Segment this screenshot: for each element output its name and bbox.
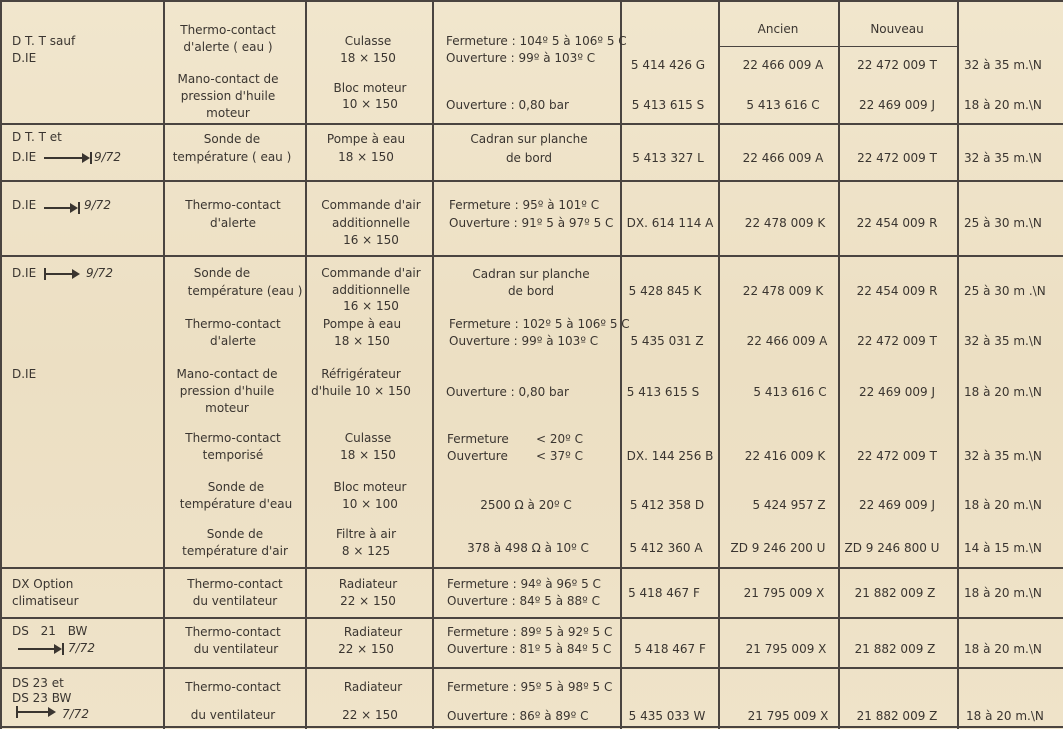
ancien-cell: 22 478 009 K — [742, 284, 824, 298]
location-cell: 10 × 150 — [342, 97, 398, 111]
date-label: 9/72 — [86, 266, 113, 280]
row-divider — [0, 255, 1063, 257]
type-cell: d'alerte ( eau ) — [183, 40, 273, 54]
arrow-right-icon — [18, 648, 56, 650]
ancien-cell: 22 416 009 K — [744, 449, 826, 463]
spec-cell: Ouverture : 0,80 bar — [446, 98, 569, 112]
ref-cell: 5 412 360 A — [629, 541, 703, 555]
range-cell: 18 à 20 m.\N — [964, 586, 1042, 600]
row-divider — [0, 567, 1063, 569]
type-cell: température d'air — [182, 544, 288, 558]
location-cell: Commande d'air — [321, 266, 421, 280]
column-divider — [163, 0, 165, 729]
spec-cell: Ouverture : 86º à 89º C — [447, 709, 589, 723]
location-cell: Pompe à eau — [322, 317, 402, 331]
ref-cell: 5 414 426 G — [630, 58, 706, 72]
type-cell: température (eau ) — [187, 284, 303, 298]
nouveau-cell: 22 469 009 J — [858, 498, 936, 512]
type-cell: pression d'huile — [180, 89, 276, 103]
location-cell: d'huile 10 × 150 — [311, 384, 411, 398]
ref-cell: 5 418 467 F — [628, 586, 700, 600]
range-cell: 32 à 35 m.\N — [964, 58, 1042, 72]
type-cell: Thermo-contact — [185, 317, 281, 331]
column-divider — [305, 0, 307, 729]
type-cell: température d'eau — [179, 497, 293, 511]
location-cell: 18 × 150 — [334, 334, 390, 348]
ref-cell: 5 418 467 F — [634, 642, 706, 656]
ref-cell: 5 412 358 D — [629, 498, 705, 512]
ref-cell: DX. 144 256 B — [626, 449, 714, 463]
ancien-cell: 5 413 616 C — [753, 385, 827, 399]
row-divider — [0, 123, 1063, 125]
vehicle-label: D T. T sauf — [12, 34, 76, 48]
vehicle-label: DS 23 et — [12, 676, 64, 690]
type-cell: Thermo-contact — [185, 680, 281, 694]
row-divider — [0, 726, 1063, 728]
type-cell: Sonde de — [193, 266, 251, 280]
vehicle-label: DX Option — [12, 577, 74, 591]
spec-cell: de bord — [507, 284, 555, 298]
spec-cell: Fermeture : 95º 5 à 98º 5 C — [447, 680, 613, 694]
spec-cell: Ouverture : 0,80 bar — [446, 385, 569, 399]
location-cell: 16 × 150 — [343, 299, 399, 313]
type-cell: Sonde de — [203, 132, 261, 146]
row-divider — [0, 667, 1063, 669]
nouveau-cell: 22 472 009 T — [857, 449, 937, 463]
vehicle-label: DS 23 BW — [12, 691, 72, 705]
type-cell: d'alerte — [209, 334, 257, 348]
arrow-right-icon — [18, 711, 50, 713]
ref-cell: DX. 614 114 A — [626, 216, 714, 230]
spec-cell: < 20º C — [536, 432, 583, 446]
vehicle-label: D.IE — [12, 266, 37, 280]
vehicle-label: D.IE — [12, 198, 37, 212]
date-label: 7/72 — [68, 641, 95, 655]
date-label: 9/72 — [84, 198, 111, 212]
range-cell: 25 à 30 m .\N — [964, 284, 1046, 298]
location-cell: Pompe à eau — [326, 132, 406, 146]
location-cell: 22 × 150 — [342, 708, 398, 722]
spec-cell: Ouverture : 91º 5 à 97º 5 C — [449, 216, 614, 230]
range-cell: 18 à 20 m.\N — [964, 98, 1042, 112]
ancien-cell: 21 795 009 X — [747, 709, 829, 723]
type-cell: pression d'huile — [179, 384, 275, 398]
date-label: 9/72 — [94, 150, 121, 164]
type-cell: Thermo-contact — [185, 431, 281, 445]
spec-cell: 2500 Ω à 20º C — [480, 498, 572, 512]
location-cell: 10 × 100 — [342, 497, 398, 511]
location-cell: Radiateur — [343, 680, 403, 694]
location-cell: Commande d'air — [321, 198, 421, 212]
type-cell: Thermo-contact — [180, 23, 276, 37]
range-cell: 14 à 15 m.\N — [964, 541, 1042, 555]
location-cell: 22 × 150 — [340, 594, 396, 608]
cutoff-bar-icon — [62, 643, 64, 655]
type-cell: température ( eau ) — [172, 150, 292, 164]
range-cell: 32 à 35 m.\N — [964, 151, 1042, 165]
spec-cell: Cadran sur planche — [470, 132, 588, 146]
nouveau-cell: 22 469 009 J — [858, 98, 936, 112]
row-divider — [0, 180, 1063, 182]
spec-cell: Fermeture — [447, 432, 509, 446]
nouveau-cell: 21 882 009 Z — [854, 586, 936, 600]
type-cell: Thermo-contact — [185, 198, 281, 212]
type-cell: du ventilateur — [192, 594, 278, 608]
ref-cell: 5 435 033 W — [628, 709, 706, 723]
spec-cell: Ouverture : 99º à 103º C — [446, 51, 596, 65]
location-cell: Culasse — [344, 34, 392, 48]
type-cell: du ventilateur — [193, 642, 279, 656]
location-cell: Filtre à air — [335, 527, 397, 541]
cutoff-bar-icon — [90, 152, 92, 164]
column-divider — [620, 0, 622, 729]
nouveau-cell: 22 454 009 R — [856, 216, 938, 230]
ref-cell: 5 413 615 S — [631, 98, 705, 112]
ancien-cell: 21 795 009 X — [745, 642, 827, 656]
ancien-cell: 22 466 009 A — [742, 151, 824, 165]
location-cell: Bloc moteur — [333, 480, 407, 494]
vehicle-label: DS 21 BW — [12, 624, 88, 638]
location-cell: additionnelle — [332, 283, 410, 297]
border — [0, 0, 2, 729]
type-cell: Thermo-contact — [187, 577, 283, 591]
type-cell: Thermo-contact — [185, 625, 281, 639]
location-cell: 8 × 125 — [341, 544, 391, 558]
ancien-header: Ancien — [757, 22, 799, 36]
vehicle-label: D.IE — [12, 51, 37, 65]
cutoff-bar-icon — [78, 202, 80, 214]
column-divider — [718, 0, 720, 729]
spec-cell: < 37º C — [536, 449, 583, 463]
spec-cell: Fermeture : 94º à 96º 5 C — [447, 577, 601, 591]
type-cell: moteur — [206, 106, 250, 120]
column-divider — [432, 0, 434, 729]
nouveau-cell: 21 882 009 Z — [854, 642, 936, 656]
ref-cell: 5 435 031 Z — [630, 334, 704, 348]
arrow-right-icon — [44, 157, 84, 159]
range-cell: 18 à 20 m.\N — [964, 385, 1042, 399]
arrow-right-icon — [44, 207, 72, 209]
ancien-cell: 21 795 009 X — [743, 586, 825, 600]
type-cell: moteur — [205, 401, 249, 415]
spec-cell: 378 à 498 Ω à 10º C — [467, 541, 589, 555]
nouveau-cell: 22 472 009 T — [857, 334, 937, 348]
vehicle-label: D T. T et — [12, 130, 62, 144]
column-divider — [838, 0, 840, 729]
nouveau-cell: ZD 9 246 800 U — [844, 541, 940, 555]
type-cell: du ventilateur — [190, 708, 276, 722]
nouveau-cell: 21 882 009 Z — [856, 709, 938, 723]
ancien-cell: 22 478 009 K — [744, 216, 826, 230]
spec-cell: Fermeture : 102º 5 à 106º 5 C — [449, 317, 630, 331]
header-divider — [718, 46, 958, 47]
date-label: 7/72 — [62, 707, 89, 721]
ancien-cell: 22 466 009 A — [746, 334, 828, 348]
spec-cell: Fermeture : 104º 5 à 106º 5 C — [446, 34, 627, 48]
range-cell: 25 à 30 m.\N — [964, 216, 1042, 230]
row-divider — [0, 0, 1063, 2]
location-cell: Culasse — [344, 431, 392, 445]
type-cell: d'alerte — [209, 216, 257, 230]
spec-cell: Ouverture — [447, 449, 508, 463]
ancien-cell: 5 424 957 Z — [752, 498, 826, 512]
ref-cell: 5 413 615 S — [626, 385, 700, 399]
location-cell: 22 × 150 — [338, 642, 394, 656]
nouveau-cell: 22 454 009 R — [856, 284, 938, 298]
location-cell: 18 × 150 — [340, 51, 396, 65]
arrow-right-icon — [46, 273, 74, 275]
ancien-cell: 5 413 616 C — [746, 98, 820, 112]
type-cell: temporisé — [202, 448, 264, 462]
nouveau-cell: 22 472 009 T — [857, 58, 937, 72]
location-cell: 18 × 150 — [338, 150, 394, 164]
location-cell: Radiateur — [343, 625, 403, 639]
location-cell: 18 × 150 — [340, 448, 396, 462]
vehicle-label: climatiseur — [12, 594, 79, 608]
type-cell: Mano-contact de — [176, 367, 278, 381]
spec-cell: Ouverture : 84º 5 à 88º C — [447, 594, 600, 608]
location-cell: Radiateur — [338, 577, 398, 591]
spec-cell: Fermeture : 95º à 101º C — [449, 198, 600, 212]
range-cell: 18 à 20 m.\N — [964, 642, 1042, 656]
type-cell: Sonde de — [206, 527, 264, 541]
ref-cell: 5 413 327 L — [632, 151, 704, 165]
column-divider — [957, 0, 959, 729]
location-cell: Bloc moteur — [333, 81, 407, 95]
ancien-cell: ZD 9 246 200 U — [730, 541, 826, 555]
row-divider — [0, 617, 1063, 619]
vehicle-label: D.IE — [12, 367, 37, 381]
ref-cell: 5 428 845 K — [628, 284, 702, 298]
nouveau-cell: 22 469 009 J — [858, 385, 936, 399]
range-cell: 32 à 35 m.\N — [964, 334, 1042, 348]
spec-cell: Cadran sur planche — [472, 267, 590, 281]
spec-cell: Fermeture : 89º 5 à 92º 5 C — [447, 625, 613, 639]
spec-cell: Ouverture : 81º 5 à 84º 5 C — [447, 642, 612, 656]
range-cell: 18 à 20 m.\N — [964, 498, 1042, 512]
vehicle-label: D.IE — [12, 150, 37, 164]
spec-cell: de bord — [505, 151, 553, 165]
type-cell: Mano-contact de — [177, 72, 279, 86]
nouveau-cell: 22 472 009 T — [857, 151, 937, 165]
location-cell: 16 × 150 — [343, 233, 399, 247]
ancien-cell: 22 466 009 A — [742, 58, 824, 72]
type-cell: Sonde de — [207, 480, 265, 494]
range-cell: 32 à 35 m.\N — [964, 449, 1042, 463]
location-cell: Réfrigérateur — [321, 367, 401, 381]
location-cell: additionnelle — [332, 216, 410, 230]
range-cell: 18 à 20 m.\N — [966, 709, 1044, 723]
spec-cell: Ouverture : 99º à 103º C — [449, 334, 599, 348]
nouveau-header: Nouveau — [870, 22, 924, 36]
